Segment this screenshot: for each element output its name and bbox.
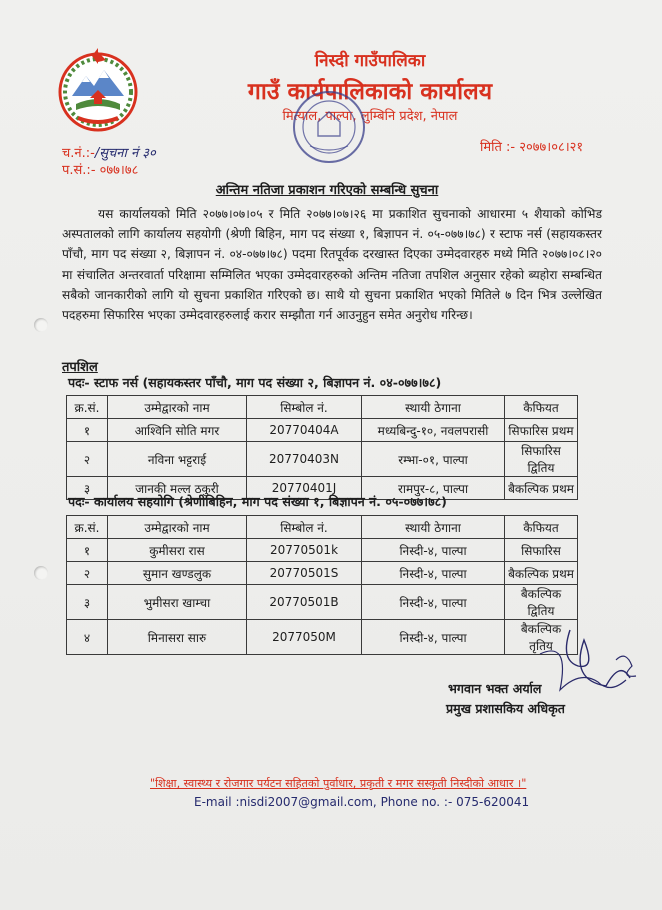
cell-name: मिनासरा सारु xyxy=(108,620,247,655)
cell-address: मध्यबिन्दु-१०, नवलपरासी xyxy=(362,419,505,442)
cell-name: भुमीसरा खाम्चा xyxy=(108,585,247,620)
municipality-name: निस्दी गाउँपालिका xyxy=(314,51,426,71)
post-title-staff-nurse: पदः- स्टाफ नर्स (सहायकस्तर पाँचौ, माग पद संख्या २, बिज्ञापन नं. ०४-०७७।७८) xyxy=(68,375,442,390)
cell-serial: १ xyxy=(67,419,108,442)
col-symbol-no: सिम्बोल नं. xyxy=(247,396,362,419)
col-candidate-name: उम्मेद्वारको नाम xyxy=(108,396,247,419)
cell-remarks: सिफारिस xyxy=(505,539,578,562)
cell-serial: ३ xyxy=(67,477,108,500)
col-permanent-address: स्थायी ठेगाना xyxy=(362,396,505,419)
cell-name: सुमान खण्डलुक xyxy=(108,562,247,585)
cell-symbol: 20770403N xyxy=(247,442,362,477)
cell-serial: २ xyxy=(67,562,108,585)
table-row xyxy=(67,442,578,477)
signatory-title: प्रमुख प्रशासकिय अधिकृत xyxy=(446,701,565,716)
cell-name: आश्विनि सोति मगर xyxy=(108,419,247,442)
cell-address: रामपुर-८, पाल्पा xyxy=(362,477,505,500)
cell-name: कुमीसरा रास xyxy=(108,539,247,562)
cell-address: निस्दी-४, पाल्पा xyxy=(362,585,505,620)
cell-serial: २ xyxy=(67,442,108,477)
cell-symbol: 20770401J xyxy=(247,477,362,500)
cell-serial: ४ xyxy=(67,620,108,655)
punch-hole-bottom xyxy=(34,566,48,580)
cell-address: निस्दी-४, पाल्पा xyxy=(362,620,505,655)
cell-address: रम्भा-०१, पाल्पा xyxy=(362,442,505,477)
col-permanent-address: स्थायी ठेगाना xyxy=(362,516,505,539)
cell-symbol: 2077050M xyxy=(247,620,362,655)
cell-symbol: 20770501S xyxy=(247,562,362,585)
letter-date: मिति :- २०७७।०८।२१ xyxy=(480,140,584,155)
letter-number xyxy=(62,143,156,161)
cell-name: नविना भट्टराई xyxy=(108,442,247,477)
cell-remarks: बैकल्पिक प्रथम xyxy=(505,562,578,585)
post-title-office-helper: पदः- कार्यालय सहयोगि (श्रेणीबिहिन, माग पद संख्या १, बिज्ञापन नं. ०५-०७७।७८) xyxy=(68,494,447,509)
col-serial: क्र.सं. xyxy=(67,516,108,539)
cell-remarks: बैकल्पिक प्रथम xyxy=(505,477,578,500)
footer-contact: E-mail :nisdi2007@gmail.com, Phone no. :- 075-620041 xyxy=(194,795,530,809)
col-symbol-no: सिम्बोल नं. xyxy=(247,516,362,539)
office-address: मित्याल, पाल्पा, लुम्बिनि प्रदेश, नेपाल xyxy=(282,109,458,124)
nepal-emblem-icon xyxy=(52,44,144,136)
cell-symbol: 20770404A xyxy=(247,419,362,442)
details-heading: तपशिल xyxy=(62,360,98,375)
cell-remarks: सिफारिस प्रथम xyxy=(505,419,578,442)
table-header-row xyxy=(67,396,578,419)
col-remarks: कैफियत xyxy=(505,516,578,539)
table-header-row xyxy=(67,516,578,539)
office-title: गाउँ कार्यपालिकाको कार्यालय xyxy=(247,79,493,105)
table-row xyxy=(67,562,578,585)
punch-hole-top xyxy=(34,318,48,332)
letter-number-label: च.नं.:- xyxy=(62,146,95,161)
signatory-name: भगवान भक्त अर्याल xyxy=(448,681,542,696)
cell-address: निस्दी-४, पाल्पा xyxy=(362,562,505,585)
cell-serial: ३ xyxy=(67,585,108,620)
cell-symbol: 20770501B xyxy=(247,585,362,620)
table-row xyxy=(67,539,578,562)
notice-body: यस कार्यालयको मिति २०७७।०७।०५ र मिति २०७७।०७।२६ मा प्रकाशित सुचनाको आधारमा ५ शैयाको कोभिड अस्पतालको लागि कार्यालय सहयोगी (श्रेणी बिहिन, माग पद संख्या १, बिज्ञापन नं. ०५-०७७।७८) र स्टाफ नर्स (सहायकस्तर पाँचौ, माग पद संख्या २, बिज्ञापन नं. ०४-०७७।७८) पदमा रितपूर्वक दरखास्त दिएका उम्मेदवारहरु मध्ये मिति २०७७।०८।२० मा संचालित अन्तरवार्ता परिक्षामा सम्मिलित भएका उम्मेदवारहरुको अन्तिम नतिजा तपशिल अनुसार रहेको ब्यहोरा सम्बन्धित सबैको जानकारीको लागि यो सुचना प्रकाशित गरिएको छ। साथै यो सुचना प्रकाशित भएको मितिले ७ दिन भित्र उल्लेखित पदहरुमा सिफारिस भएका उम्मेदवारहरुलाई करार सम्झौता गर्न आउनुहुन समेत अनुरोध गरिन्छ। xyxy=(62,207,602,323)
col-candidate-name: उम्मेद्वारको नाम xyxy=(108,516,247,539)
cell-serial: १ xyxy=(67,539,108,562)
cell-symbol: 20770501k xyxy=(247,539,362,562)
notice-subject: अन्तिम नतिजा प्रकाशन गरिएको सम्बन्धि सुचना xyxy=(215,183,439,198)
cell-remarks: बैकल्पिक तृतिय xyxy=(505,620,578,655)
cell-name: जानकी मल्ल ठकुरी xyxy=(108,477,247,500)
footer-motto: "शिक्षा, स्वास्थ्य र रोजगार पर्यटन सहितको पुर्वाधार, प्रकृती र मगर सस्कृती निस्दीको आधार ।" xyxy=(150,777,527,790)
dispatch-number: प.सं.:- ०७७।७८ xyxy=(62,163,139,178)
col-remarks: कैफियत xyxy=(505,396,578,419)
col-serial: क्र.सं. xyxy=(67,396,108,419)
cell-remarks: सिफारिस द्वितिय xyxy=(505,442,578,477)
table-row xyxy=(67,585,578,620)
cell-address: निस्दी-४, पाल्पा xyxy=(362,539,505,562)
office-seal-stamp-icon xyxy=(290,88,368,166)
cell-remarks: बैकल्पिक द्वितिय xyxy=(505,585,578,620)
table-row xyxy=(67,419,578,442)
letter-number-value: /सुचना नं ३० xyxy=(94,146,156,161)
result-table-staff-nurse xyxy=(66,395,578,500)
